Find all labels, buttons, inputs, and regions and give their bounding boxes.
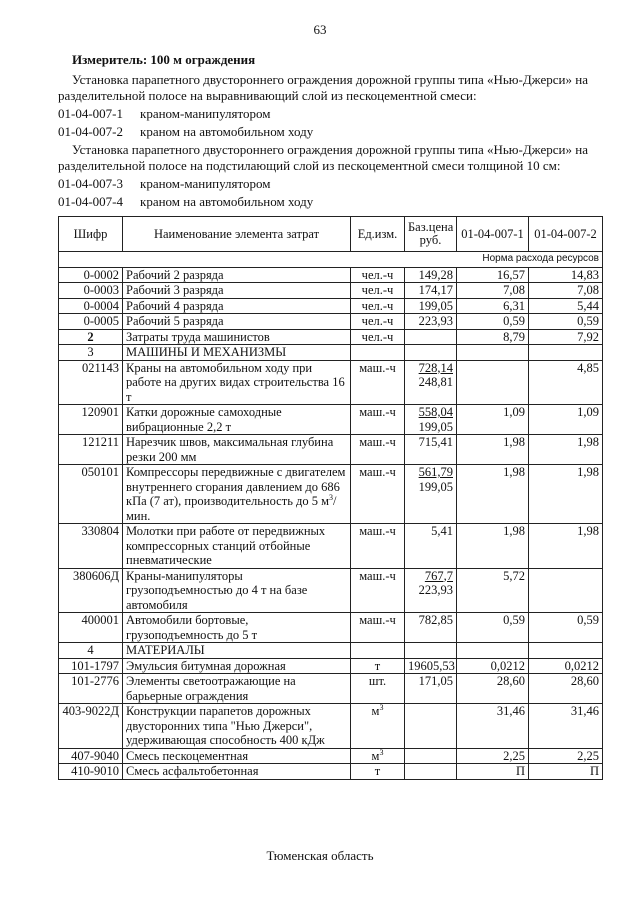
- cell-price: 19605,53: [405, 658, 457, 674]
- intro-text: Установка парапетного двустороннего ограждения дорожной группы типа «Нью-Джерси» на разделительной полосе на подстилающий слой из пескоцементной смеси толщиной 10 см:: [58, 142, 588, 173]
- header-code: Шифр: [59, 217, 123, 252]
- cell-v1: 0,0212: [457, 658, 529, 674]
- cell-name: Рабочий 5 разряда: [123, 314, 351, 330]
- code-number: 01-04-007-3: [58, 176, 123, 191]
- cell-v1: 31,46: [457, 704, 529, 749]
- cell-v2: 1,98: [529, 465, 603, 524]
- cell-code: 120901: [59, 405, 123, 435]
- cell-unit: чел.-ч: [351, 267, 405, 283]
- table-row: [59, 465, 603, 524]
- unit-superscript: 3: [379, 747, 384, 757]
- code-number: 01-04-007-2: [58, 124, 123, 139]
- cell-code: 2: [59, 329, 123, 345]
- cell-v2: 4,85: [529, 360, 603, 405]
- price-bottom: 248,81: [418, 375, 453, 389]
- code-text: краном на автомобильном ходу: [140, 194, 314, 209]
- cell-v2: 7,08: [529, 283, 603, 299]
- cell-name: Автомобили бортовые, грузоподъемность до 5 т: [123, 613, 351, 643]
- intro-paragraph-2: [58, 142, 618, 174]
- cell-v2: 0,59: [529, 314, 603, 330]
- cell-code: 403-9022Д: [59, 704, 123, 749]
- table-row: [59, 613, 603, 643]
- cell-v2: 5,44: [529, 298, 603, 314]
- intro-text: Установка парапетного двустороннего ограждения дорожной группы типа «Нью-Джерси» на разделительной полосе на выравнивающий слой из пескоцементной смеси:: [58, 72, 588, 103]
- cell-name: Нарезчик швов, максимальная глубина резки 200 мм: [123, 435, 351, 465]
- cell-unit: маш.-ч: [351, 360, 405, 405]
- code-text: краном на автомобильном ходу: [140, 124, 314, 139]
- cell-v1: 1,09: [457, 405, 529, 435]
- cell-name: Элементы светоотражающие на барьерные ограждения: [123, 674, 351, 704]
- cell-name: Эмульсия битумная дорожная: [123, 658, 351, 674]
- header-price: Баз.цена руб.: [405, 217, 457, 252]
- norm-label: Норма расхода ресурсов: [59, 252, 603, 268]
- section-row: [59, 345, 603, 361]
- cell-code: 101-1797: [59, 658, 123, 674]
- price-top: 558,04: [418, 405, 453, 419]
- cell-v1: 28,60: [457, 674, 529, 704]
- cell-price: 199,05: [405, 298, 457, 314]
- cell-code: 0-0003: [59, 283, 123, 299]
- page-number: 63: [313, 22, 327, 37]
- price-top: 561,79: [418, 465, 453, 479]
- price-top: 728,14: [418, 360, 453, 375]
- cell-name: Затраты труда машинистов: [123, 329, 351, 345]
- cell-code: 050101: [59, 465, 123, 524]
- code-number: 01-04-007-4: [58, 194, 123, 209]
- table-row: [59, 405, 603, 435]
- price-bottom: 199,05: [418, 479, 453, 494]
- resource-table: [58, 216, 603, 780]
- cell-unit: маш.-ч: [351, 435, 405, 465]
- section-title: МАШИНЫ И МЕХАНИЗМЫ: [123, 345, 351, 361]
- cell-v1: [457, 360, 529, 405]
- cell-price: 171,05: [405, 674, 457, 704]
- cell-code: 0-0005: [59, 314, 123, 330]
- cell-v1: П: [457, 764, 529, 780]
- cell-unit: маш.-ч: [351, 465, 405, 524]
- cell-unit: т: [351, 658, 405, 674]
- cell-v2: 0,0212: [529, 658, 603, 674]
- cell-price: 715,41: [405, 435, 457, 465]
- table-row: [59, 524, 603, 569]
- price-top: 767,7: [424, 568, 453, 583]
- cell-unit: чел.-ч: [351, 314, 405, 330]
- cell-name: Конструкции парапетов дорожных двусторонних типа "Нью Джерси", удерживающая способность 400 кДж: [123, 704, 351, 749]
- cell-v1: 2,25: [457, 748, 529, 764]
- table-row: [59, 435, 603, 465]
- cell-v2: 1,98: [529, 435, 603, 465]
- cell-name: Рабочий 3 разряда: [123, 283, 351, 299]
- table-row: [59, 360, 603, 405]
- cell-v2: [529, 568, 603, 613]
- cell-v2: 1,09: [529, 405, 603, 435]
- cell-v1: 1,98: [457, 435, 529, 465]
- cell-unit: чел.-ч: [351, 283, 405, 299]
- cell-v1: 0,59: [457, 613, 529, 643]
- cell-v1: 6,31: [457, 298, 529, 314]
- cell-price: 149,28: [405, 267, 457, 283]
- cell-name: Смесь асфальтобетонная: [123, 764, 351, 780]
- cell-unit: маш.-ч: [351, 613, 405, 643]
- cell-price: [405, 360, 457, 405]
- name-text: Компрессоры передвижные с двигателем внутреннего сгорания давлением до 686 кПа (7 ат), производительность до 5 м: [126, 465, 346, 508]
- cell-v1: 8,79: [457, 329, 529, 345]
- table-row: [59, 314, 603, 330]
- cell-v1: 1,98: [457, 465, 529, 524]
- cell-code: 0-0004: [59, 298, 123, 314]
- price-bottom: 223,93: [418, 583, 453, 597]
- table-row: [59, 748, 603, 764]
- intro-paragraph-1: [58, 72, 618, 104]
- cell-name: Рабочий 2 разряда: [123, 267, 351, 283]
- name-text-end: /мин.: [126, 494, 337, 523]
- cell-code: 0-0002: [59, 267, 123, 283]
- cell-code: 400001: [59, 613, 123, 643]
- cell-price: [405, 764, 457, 780]
- footer-region: Тюменская область: [266, 848, 374, 863]
- cell-code: 407-9040: [59, 748, 123, 764]
- cell-unit: чел.-ч: [351, 329, 405, 345]
- unit-text: м: [371, 748, 380, 763]
- cell-code: 380606Д: [59, 568, 123, 613]
- cell-v1: 7,08: [457, 283, 529, 299]
- section-number: 3: [59, 345, 123, 361]
- section-number: 4: [59, 643, 123, 659]
- cell-v1: 5,72: [457, 568, 529, 613]
- cell-name: Молотки при работе от передвижных компрессорных станций отбойные пневматические: [123, 524, 351, 569]
- cell-unit: шт.: [351, 674, 405, 704]
- cell-name: [123, 465, 351, 524]
- header-unit: Ед.изм.: [351, 217, 405, 252]
- cell-name: Краны-манипуляторы грузоподъемностью до 4 т на базе автомобиля: [123, 568, 351, 613]
- cell-unit: маш.-ч: [351, 524, 405, 569]
- cell-v1: 0,59: [457, 314, 529, 330]
- cell-price: 5,41: [405, 524, 457, 569]
- code-text: краном-манипулятором: [140, 176, 271, 191]
- cell-v2: 14,83: [529, 267, 603, 283]
- code-line: [58, 124, 313, 140]
- cell-unit: маш.-ч: [351, 405, 405, 435]
- cell-name: Катки дорожные самоходные вибрационные 2,2 т: [123, 405, 351, 435]
- cell-v2: 0,59: [529, 613, 603, 643]
- table-row: [59, 267, 603, 283]
- cell-price: 782,85: [405, 613, 457, 643]
- name-superscript: 3: [329, 492, 334, 502]
- unit-text: м: [371, 704, 380, 718]
- measurer-heading: Измеритель: 100 м ограждения: [72, 52, 256, 67]
- section-row: [59, 643, 603, 659]
- cell-v2: 31,46: [529, 704, 603, 749]
- cell-unit: маш.-ч: [351, 568, 405, 613]
- cell-code: 121211: [59, 435, 123, 465]
- cell-price: [405, 329, 457, 345]
- table-row: [59, 283, 603, 299]
- norm-label-row: [59, 252, 603, 268]
- cell-price: 223,93: [405, 314, 457, 330]
- cell-price: [405, 748, 457, 764]
- code-line: [58, 106, 271, 122]
- cell-price: 174,17: [405, 283, 457, 299]
- header-col1: 01-04-007-1: [457, 217, 529, 252]
- code-line: [58, 194, 313, 210]
- cell-name: Рабочий 4 разряда: [123, 298, 351, 314]
- cell-name: Смесь пескоцементная: [123, 748, 351, 764]
- table-row: [59, 658, 603, 674]
- cell-code: 330804: [59, 524, 123, 569]
- code-text: краном-манипулятором: [140, 106, 271, 121]
- section-title: МАТЕРИАЛЫ: [123, 643, 351, 659]
- code-line: [58, 176, 271, 192]
- cell-code: 101-2776: [59, 674, 123, 704]
- table-row: [59, 329, 603, 345]
- header-name: Наименование элемента затрат: [123, 217, 351, 252]
- cell-price: [405, 405, 457, 435]
- cell-v2: 1,98: [529, 524, 603, 569]
- cell-price: [405, 568, 457, 613]
- code-number: 01-04-007-1: [58, 106, 123, 121]
- cell-code: 410-9010: [59, 764, 123, 780]
- cell-code: 021143: [59, 360, 123, 405]
- table-header-row: [59, 217, 603, 252]
- cell-unit: т: [351, 764, 405, 780]
- table-row: [59, 298, 603, 314]
- cell-unit: [351, 704, 405, 749]
- table-row: [59, 674, 603, 704]
- table-row: [59, 704, 603, 749]
- price-bottom: 199,05: [418, 419, 453, 434]
- cell-v2: П: [529, 764, 603, 780]
- cell-v2: 28,60: [529, 674, 603, 704]
- cell-v2: 2,25: [529, 748, 603, 764]
- cell-unit: чел.-ч: [351, 298, 405, 314]
- cell-v2: 7,92: [529, 329, 603, 345]
- unit-superscript: 3: [379, 702, 384, 712]
- table-row: [59, 568, 603, 613]
- cell-v1: 1,98: [457, 524, 529, 569]
- table-row: [59, 764, 603, 780]
- cell-v1: 16,57: [457, 267, 529, 283]
- cell-price: [405, 465, 457, 524]
- cell-price: [405, 704, 457, 749]
- cell-unit: [351, 748, 405, 764]
- header-col2: 01-04-007-2: [529, 217, 603, 252]
- cell-name: Краны на автомобильном ходу при работе на других видах строительства 16 т: [123, 360, 351, 405]
